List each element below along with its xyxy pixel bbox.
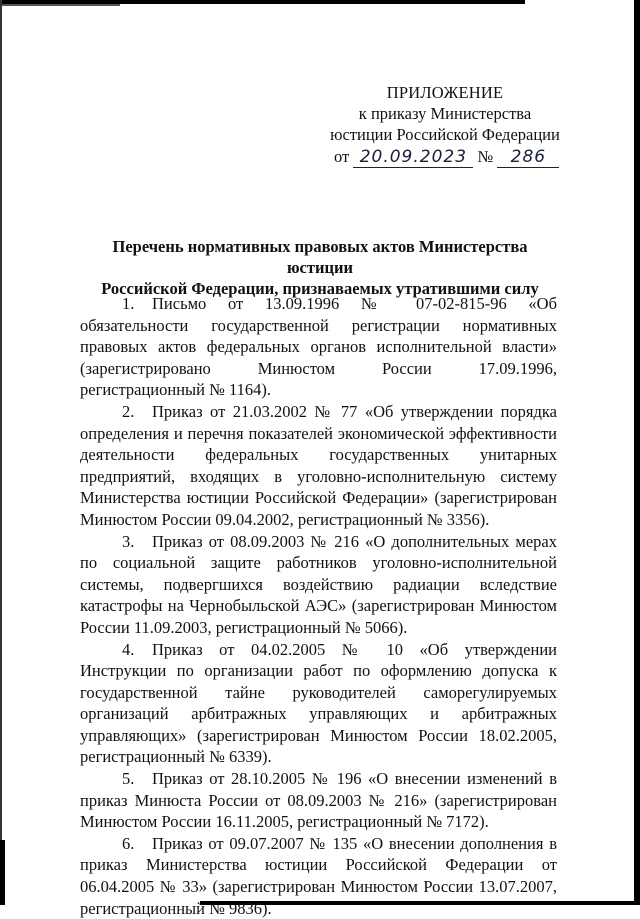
item-text: Приказ от 28.10.2005 № 196 «О внесении изменений в приказ Минюста России от 08.09.2003 № 216» (зарегистрирован Минюстом России 16.11.2005, регистрационный № 7172). (80, 769, 557, 832)
annex-line-1: к приказу Министерства (358, 104, 532, 123)
list-item (80, 401, 557, 531)
annex-title: ПРИЛОЖЕНИЕ (386, 83, 504, 102)
item-text: Письмо от 13.09.1996 № 07-02-815-96 «Об обязательности государственной регистрации нормативных правовых актов федеральных органов исполнительной власти» (зарегистрировано Минюстом России 17.09.1996, регистрационный № 1164). (80, 294, 557, 400)
list-item (80, 639, 557, 769)
item-text: Приказ от 21.03.2002 № 77 «Об утверждении порядка определения и перечня показателей экономической эффективности деятельности федеральных государственных унитарных предприятий, входящих в уголовно-исполнительную систему Министерства юстиции Российской Федерации» (зарегистрирован Минюстом России 09.04.2002, регистрационный № 3356). (80, 401, 557, 529)
annex-date-line (330, 146, 560, 168)
item-text: Приказ от 09.07.2007 № 135 «О внесении дополнения в приказ Министерства юстиции Российской Федерации от 06.04.2005 № 33» (зарегистрирован Минюстом России 13.07.2007, регистрационный № 9836). (80, 833, 557, 918)
scan-border-left (0, 0, 2, 905)
annex-block (330, 82, 560, 168)
document-heading (78, 236, 562, 299)
list-item (80, 531, 557, 639)
list-item (80, 293, 557, 401)
list-item (80, 833, 557, 919)
item-number: 1. (122, 294, 135, 313)
date-prefix: от (334, 147, 350, 166)
heading-line-1: Перечень нормативных правовых актов Министерства юстиции (112, 237, 528, 277)
number-sign: № (477, 147, 494, 166)
item-number: 2. (122, 401, 135, 421)
acts-list (80, 293, 557, 919)
handwritten-number: 286 (497, 148, 559, 168)
item-number: 5. (122, 769, 135, 789)
annex-line-2: юстиции Российской Федерации (330, 125, 560, 144)
handwritten-date: 20.09.2023 (353, 148, 473, 168)
item-text: Приказ от 08.09.2003 № 216 «О дополнительных мерах по социальной защите работников уголовно-исполнительной системы, подвергшихся воздействию радиации вследствие катастрофы на Чернобыльской АЭС» (зарегистрирован Минюстом России 11.09.2003, регистрационный № 5066). (80, 531, 557, 637)
item-text: Приказ от 04.02.2005 № 10 «Об утверждении Инструкции по организации работ по оформлению допуска к государственной тайне руководителей саморегулируемых организаций арбитражных управляющих и арбитражных управляющих» (зарегистрирован Минюстом России 18.02.2005, регистрационный № 6339). (80, 639, 557, 767)
scan-border-right (634, 0, 640, 905)
list-item (80, 768, 557, 833)
item-number: 6. (122, 833, 135, 853)
heading-line-2: Российской Федерации, признаваемых утратившими силу (101, 279, 539, 298)
scan-border-top-shadow (0, 4, 120, 6)
scan-border-left-bottom (0, 840, 5, 905)
item-number: 4. (122, 639, 135, 659)
item-number: 3. (122, 531, 135, 551)
